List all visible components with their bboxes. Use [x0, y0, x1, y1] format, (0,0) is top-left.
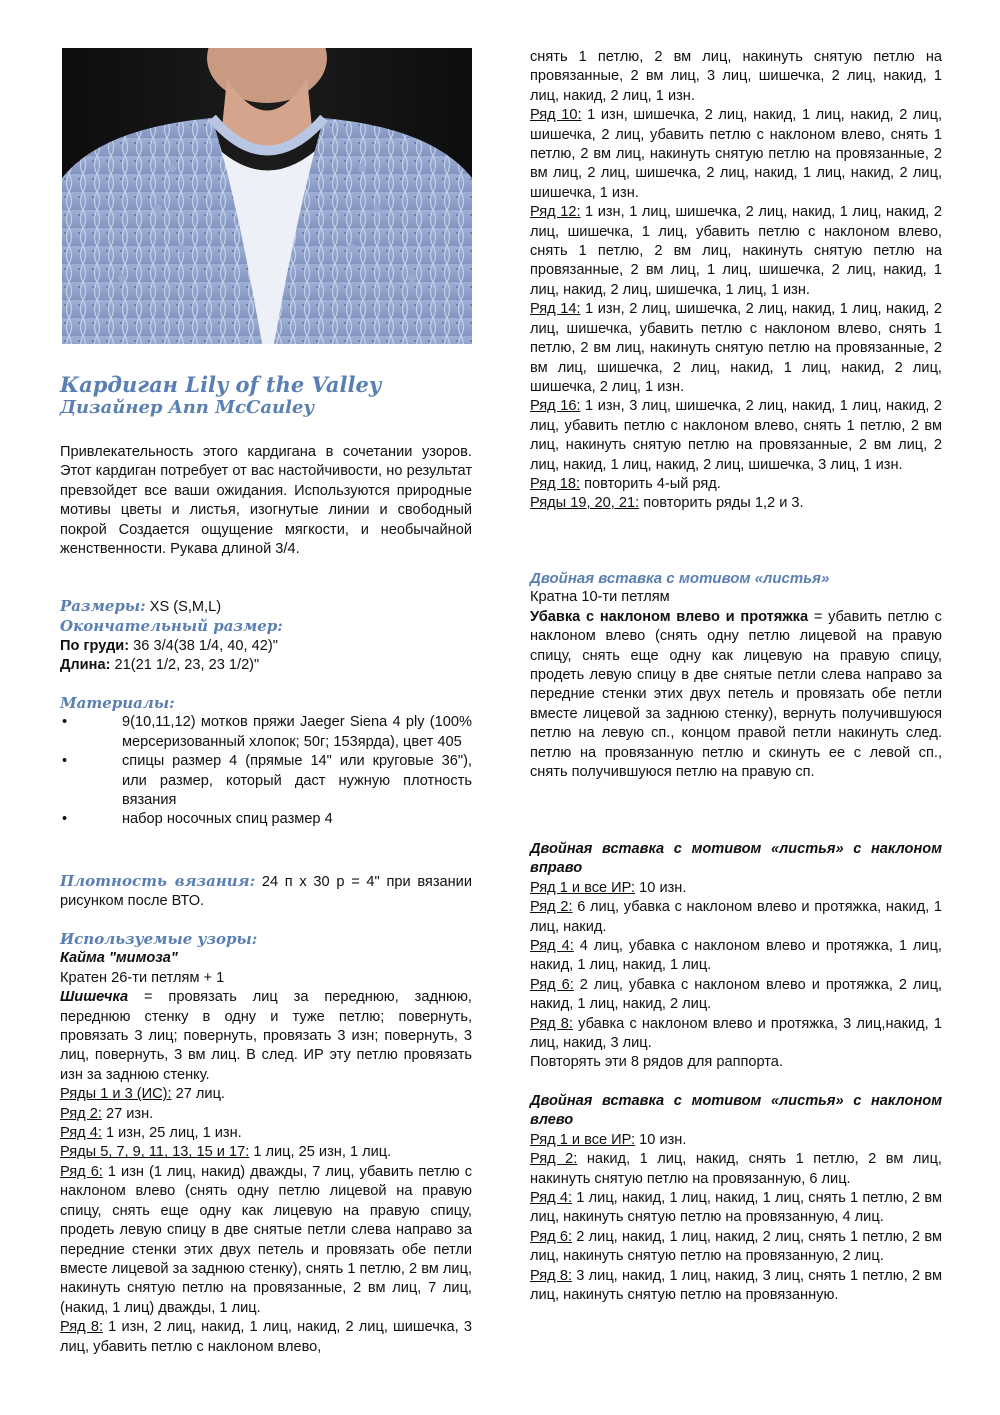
- row-instruction: [60, 1163, 472, 1318]
- page-title: Кардиган Lily of the Valley: [60, 372, 382, 397]
- repeat-note: Повторять эти 8 рядов для раппорта.: [530, 1054, 783, 1071]
- row-instruction: [530, 300, 942, 397]
- row-instruction: [530, 106, 942, 203]
- row-text: убавка с наклоном влево и протяжка, 3 лиц,накид, 1 лиц, накид, 3 лиц.: [530, 1015, 942, 1052]
- row-label: Ряд 6:: [60, 1163, 103, 1180]
- row-instruction: [530, 1131, 942, 1150]
- row-instruction: [530, 937, 942, 976]
- row-label: Ряд 6:: [530, 976, 574, 993]
- row-text: 1 изн, шишечка, 2 лиц, накид, 1 лиц, накид, 2 лиц, шишечка, 2 лиц, убавить петлю с наклоном влево, снять 1 петлю, 2 вм лиц, накинуть снятую петлю на провязанные, 2 вм лиц, 2 лиц, шишечка, 2 лиц, накид, 1 лиц, накид, 2 лиц, шишечка, 1 изн.: [530, 107, 943, 201]
- row-text: 1 изн, 3 лиц, шишечка, 2 лиц, накид, 1 лиц, накид, 2 лиц, убавить петлю с наклоном влево, снять 1 петлю, 2 вм лиц, накинуть снятую петлю на провязанные, 2 вм лиц, 2 лиц, накид, 1 лиц, накид, 2 лиц, шишечка, 3 лиц, 1 изн.: [530, 398, 942, 473]
- row-label: Ряд 2:: [60, 1105, 102, 1122]
- row-text: 1 изн, 1 лиц, шишечка, 2 лиц, накид, 1 лиц, накид, 2 лиц, шишечка, 1 лиц, убавить петлю с наклоном влево, снять 1 петлю, 2 вм лиц, накинуть снятую петлю на провязанные, 2 вм лиц, 1 лиц, шишечка, 2 лиц, накид, 1 лиц, накид, 2 лиц, шишечка, 1 лиц, 1 изн.: [530, 204, 942, 298]
- row-text: 1 изн, 2 лиц, накид, 1 лиц, накид, 2 лиц, шишечка, 3 лиц, убавить петлю с наклоном влево,: [60, 1319, 472, 1355]
- row-text: 27 изн.: [101, 1105, 154, 1122]
- bust-label: По груди:: [60, 637, 130, 654]
- length-line: [60, 656, 472, 675]
- row-text: 27 лиц.: [171, 1086, 225, 1103]
- materials-item: • набор носочных спиц размер 4: [60, 810, 472, 829]
- row-label: Ряд 6:: [530, 1228, 573, 1245]
- bust-value: 36 3/4(38 1/4, 40, 42)": [129, 637, 278, 654]
- row-instruction: [530, 1228, 942, 1267]
- row-instruction: [530, 1150, 942, 1189]
- gauge-label: Плотность вязания:: [60, 872, 256, 890]
- row-text: 10 изн.: [635, 879, 687, 896]
- row-text: 10 изн.: [635, 1131, 687, 1148]
- row-instruction: [530, 976, 942, 1015]
- decrease-label: Убавка с наклоном влево и протяжка: [530, 608, 809, 625]
- row-label: Ряд 8:: [530, 1267, 573, 1284]
- row-text: 2 лиц, накид, 1 лиц, накид, 2 лиц, снять 1 петлю, 2 вм лиц, накинуть снятую петлю на провязанную, 2 лиц.: [530, 1228, 942, 1265]
- row-label: Ряд 14:: [530, 301, 581, 318]
- row-instruction: [530, 397, 942, 475]
- row-text: 2 лиц, убавка с наклоном влево и протяжка, 2 лиц, накид, 1 лиц, накид, 2 лиц.: [530, 976, 942, 1013]
- bobble-text: = провязать лиц за переднюю, заднюю, переднюю стенку в одну и туже петлю; повернуть, провязать 3 лиц; повернуть, провязать 3 изн; повернуть, 3 лиц, повернуть, 3 вм лиц. В след. ИР эту петлю провязать изн за заднюю стенку.: [60, 989, 472, 1083]
- sizes-line: [60, 597, 472, 617]
- row-label: Ряд 4:: [530, 1190, 573, 1207]
- length-value: 21(21 1/2, 23, 23 1/2)": [110, 657, 260, 674]
- row-instruction: [60, 1318, 472, 1357]
- row-instruction: [530, 1189, 942, 1228]
- row-text: 4 лиц, убавка с наклоном влево и протяжка, 1 лиц, накид, 1 лиц, накид, 1 лиц.: [530, 938, 942, 974]
- row-label: Ряд 1 и все ИР:: [530, 1131, 636, 1148]
- row-instruction: [60, 1085, 472, 1104]
- bust-line: [60, 637, 472, 656]
- row-text: 1 лиц, накид, 1 лиц, накид, 1 лиц, снять 1 петлю, 2 вм лиц, накинуть снятую петлю на провязанную, 4 лиц.: [530, 1190, 942, 1226]
- row-instruction: [530, 1267, 942, 1306]
- row-text: 1 изн (1 лиц, накид) дважды, 7 лиц, убавить петлю с наклоном влево (снять одну петлю лицевой на правую спицу, снять еще одну как лицевую на правую спицу, продеть левую спицу в две снятые петли слева направо за передние стенки этих двух петель и провязать обе петли вместе лицевой за заднюю стенку), снять 1 петлю, 2 вм лиц, накинуть снятую петлю на провязанные, 2 вм лиц, 7 лиц, (накид, 1 лиц) дважды, 1 лиц.: [60, 1163, 472, 1316]
- length-label: Длина:: [60, 657, 111, 674]
- row-instruction: [530, 494, 942, 513]
- row-text: 3 лиц, накид, 1 лиц, накид, 3 лиц, снять 1 петлю, 2 вм лиц, накинуть снятую петлю на провязанную.: [530, 1267, 942, 1304]
- row-continuation: снять 1 петлю, 2 вм лиц, накинуть снятую петлю на провязанные, 2 вм лиц, 3 лиц, шишечка, 2 лиц, накид, 1 лиц, накид, 2 лиц, 1 изн.: [530, 49, 942, 104]
- row-text: 1 изн, 25 лиц, 1 изн.: [101, 1125, 242, 1142]
- row-label: Ряд 2:: [530, 1151, 578, 1168]
- cardigan-illustration: [62, 48, 472, 344]
- final-size-label: Окончательный размер:: [60, 617, 283, 636]
- row-instruction: [530, 203, 942, 300]
- row-label: Ряд 8:: [530, 1015, 573, 1032]
- row-label: Ряд 2:: [530, 899, 573, 916]
- row-label: Ряд 10:: [530, 107, 582, 124]
- row-label: Ряд 12:: [530, 204, 581, 221]
- row-label: Ряды 1 и 3 (ИС):: [60, 1086, 172, 1103]
- row-text: 1 лиц, 25 изн, 1 лиц.: [249, 1144, 392, 1161]
- row-instruction: [60, 1124, 472, 1143]
- row-text: повторить ряды 1,2 и 3.: [639, 495, 804, 512]
- right-lean-heading: Двойная вставка с мотивом «листья» с наклоном вправо: [530, 841, 942, 877]
- left-lean-heading: Двойная вставка с мотивом «листья» с наклоном влево: [530, 1093, 942, 1129]
- row-text: накид, 1 лиц, накид, снять 1 петлю, 2 вм лиц, накинуть снятую петлю на провязанную, 6 лиц.: [530, 1151, 942, 1187]
- leaf-insert-heading: Двойная вставка с мотивом «листья»: [530, 570, 830, 587]
- row-label: Ряд 4:: [530, 938, 574, 955]
- patterns-heading: Используемые узоры:: [60, 930, 258, 948]
- cardigan-photo: [62, 48, 472, 344]
- sizes-value: XS (S,M,L): [145, 599, 222, 615]
- row-instruction: [530, 1015, 942, 1054]
- decrease-text: = убавить петлю с наклоном влево (снять одну петлю лицевой на правую спицу, снять еще одну как лицевую на правую спицу, продеть левую спицу в две снятые петли слева направо за передние стенки этих двух петель и провязать обе петли вместе лицевой за заднюю стенку), вернуть получившуюся петлю на левую сп., концом правой петли накинуть след. петлю на провязанную петлю и скинуть ее с левой сп., снять получившуюся петлю на правую сп.: [530, 608, 942, 781]
- gauge-paragraph: [60, 872, 472, 912]
- row-text: повторить 4-ый ряд.: [580, 475, 721, 492]
- row-text: 1 изн, 2 лиц, шишечка, 2 лиц, накид, 1 лиц, накид, 2 лиц, шишечка, убавить петлю с наклоном влево, снять 1 петлю, 2 вм лиц, накинуть снятую петлю на провязанные, 2 вм лиц, шишечка, 2 лиц, накид, 1 лиц, накид, 2 лиц, шишечка, 2 лиц, 1 изн.: [530, 301, 942, 395]
- row-label: Ряды 19, 20, 21:: [530, 495, 640, 512]
- materials-heading: Материалы:: [60, 694, 175, 712]
- row-label: Ряд 1 и все ИР:: [530, 879, 636, 896]
- row-instruction: [60, 1105, 472, 1124]
- materials-item: • спицы размер 4 (прямые 14" или круговые 36"), или размер, который даст нужную плотность вязания: [60, 752, 472, 810]
- gauge-value: 24 п х 30 р = 4" при вязании рисунком после ВТО.: [60, 874, 472, 910]
- row-instruction: [530, 475, 942, 494]
- edge-multiple: Кратен 26-ти петлям + 1: [60, 969, 225, 986]
- intro-paragraph: Привлекательность этого кардигана в сочетании узоров. Этот кардиган потребует от вас настойчивости, но результат превзойдет все ваши ожидания. Используются природные мотивы цветы и листья, изогнутые линии и свободный покрой Создается ощущение мягкости, и необычайной женственности. Рукава длиной 3/4.: [60, 444, 472, 558]
- leaf-insert-multiple: Кратна 10-ти петлям: [530, 589, 670, 606]
- row-instruction: [530, 898, 942, 937]
- row-label: Ряд 16:: [530, 398, 581, 415]
- sizes-label: Размеры:: [60, 597, 146, 615]
- materials-list: [60, 713, 472, 829]
- row-label: Ряд 8:: [60, 1319, 104, 1336]
- row-text: 6 лиц, убавка с наклоном влево и протяжка, накид, 1 лиц, накид.: [530, 899, 942, 935]
- row-instruction: [60, 1143, 472, 1162]
- designer-line: Дизайнер Ann McCauley: [60, 397, 314, 418]
- bobble-definition: [60, 988, 472, 1085]
- row-label: Ряд 4:: [60, 1125, 102, 1142]
- bobble-label: Шишечка: [60, 989, 129, 1006]
- row-label: Ряд 18:: [530, 475, 581, 492]
- materials-item: • 9(10,11,12) мотков пряжи Jaeger Siena 4 ply (100% мерсеризованный хлопок; 50г; 153ярда), цвет 405: [60, 713, 472, 752]
- row-instruction: [530, 879, 942, 898]
- row-label: Ряды 5, 7, 9, 11, 13, 15 и 17:: [60, 1144, 250, 1161]
- decrease-definition: [530, 608, 942, 783]
- edge-title: Кайма "мимоза": [60, 950, 178, 967]
